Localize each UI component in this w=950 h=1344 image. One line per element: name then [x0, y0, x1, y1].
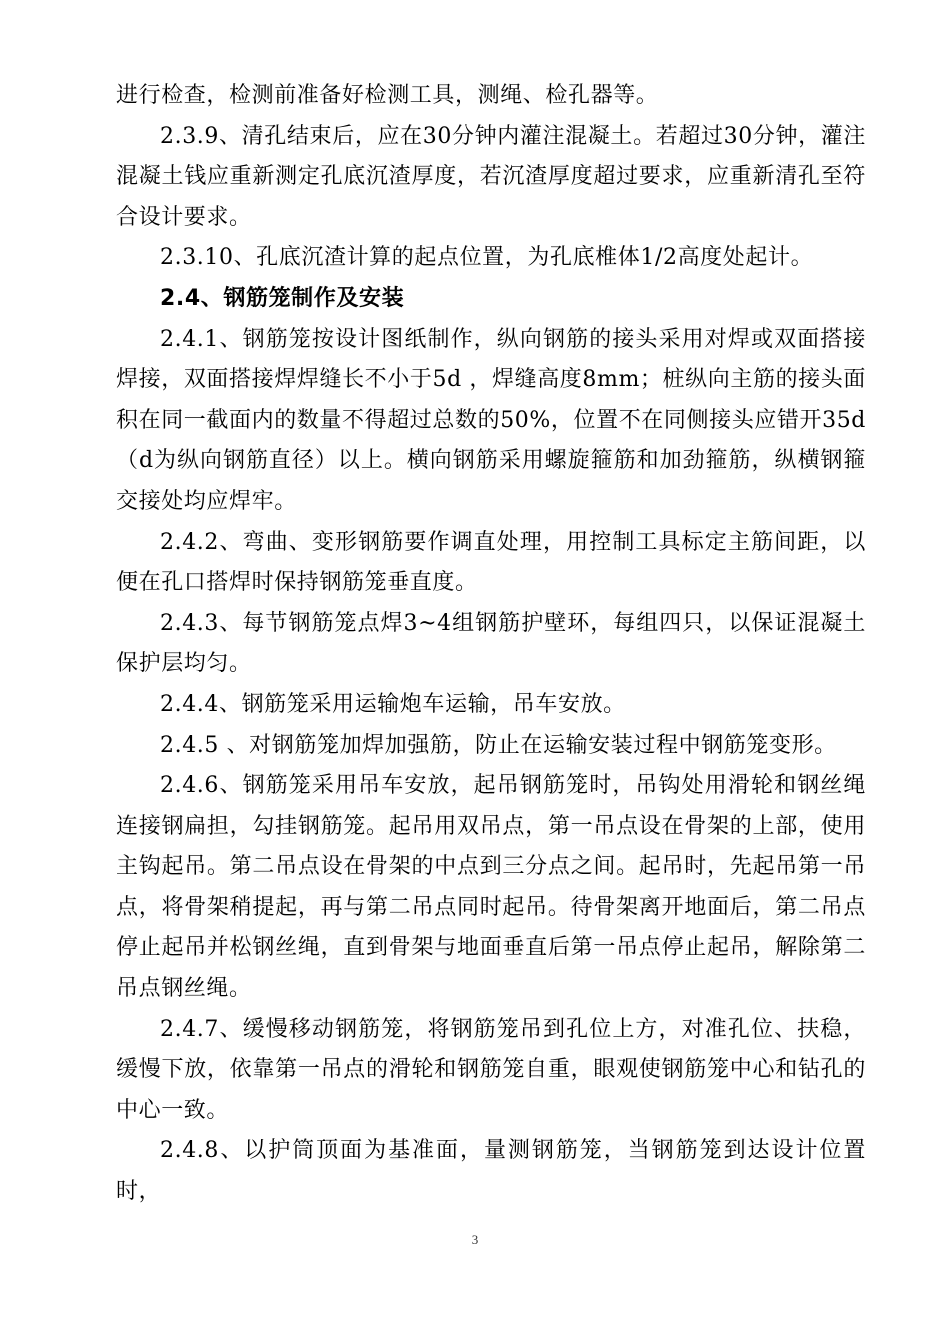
paragraph-2-4-5: 2.4.5 、对钢筋笼加焊加强筋，防止在运输安装过程中钢筋笼变形。 [160, 732, 837, 758]
paragraph-2-4-6: 2.4.6、钢筋笼采用吊车安放，起吊钢筋笼时，吊钩处用滑轮和钢丝绳连接钢扁担，勾挂钢筋笼。起吊用双吊点，第一吊点设在骨架的上部，使用主钩起吊。第二吊点设在骨架的中点到三分点之间。起吊时，先起吊第一吊点，将骨架稍提起，再与第二吊点同时起吊。待骨架离开地面后，第二吊点停止起吊并松钢丝绳，直到骨架与地面垂直后第一吊点停止起吊，解除第二吊点钢丝绳。 [116, 773, 866, 1002]
paragraph-2-4-7: 2.4.7、缓慢移动钢筋笼，将钢筋笼吊到孔位上方，对准孔位、扶稳，缓慢下放，依靠第一吊点的滑轮和钢筋笼自重，眼观使钢筋笼中心和钻孔的中心一致。 [116, 1016, 866, 1123]
paragraph-2-4-8: 2.4.8、以护筒顶面为基准面，量测钢筋笼，当钢筋笼到达设计位置时， [116, 1138, 866, 1205]
paragraph-2-4-3: 2.4.3、每节钢筋笼点焊3~4组钢筋护壁环，每组四只，以保证混凝土保护层均匀。 [116, 610, 866, 677]
paragraph-2-4-1: 2.4.1、钢筋笼按设计图纸制作，纵向钢筋的接头采用对焊或双面搭接焊接，双面搭接焊焊缝长不小于5d ，焊缝高度8mm；桩纵向主筋的接头面积在同一截面内的数量不得超过总数的50%，位置不在同侧接头应错开35d（d为纵向钢筋直径）以上。横向钢筋采用螺旋箍筋和加劲箍筋，纵横钢箍交接处均应焊牢。 [116, 326, 866, 514]
document-body [116, 76, 866, 1213]
paragraph-2-3-10: 2.3.10、孔底沉渣计算的起点位置，为孔底椎体1/2高度处起计。 [160, 245, 814, 271]
page-number: 3 [471, 1232, 479, 1247]
paragraph-2-4-4: 2.4.4、钢筋笼采用运输炮车运输，吊车安放。 [160, 691, 626, 717]
paragraph-continuation: 进行检查，检测前准备好检测工具，测绳、检孔器等。 [116, 83, 659, 108]
section-heading-2-4: 2.4、钢筋笼制作及安装 [160, 285, 405, 311]
paragraph-2-3-9: 2.3.9、清孔结束后，应在30分钟内灌注混凝土。若超过30分钟，灌注混凝土钱应重新测定孔底沉渣厚度，若沉渣厚度超过要求，应重新清孔至符合设计要求。 [116, 123, 866, 230]
paragraph-2-4-2: 2.4.2、弯曲、变形钢筋要作调直处理，用控制工具标定主筋间距，以便在孔口搭焊时保持钢筋笼垂直度。 [116, 529, 866, 596]
